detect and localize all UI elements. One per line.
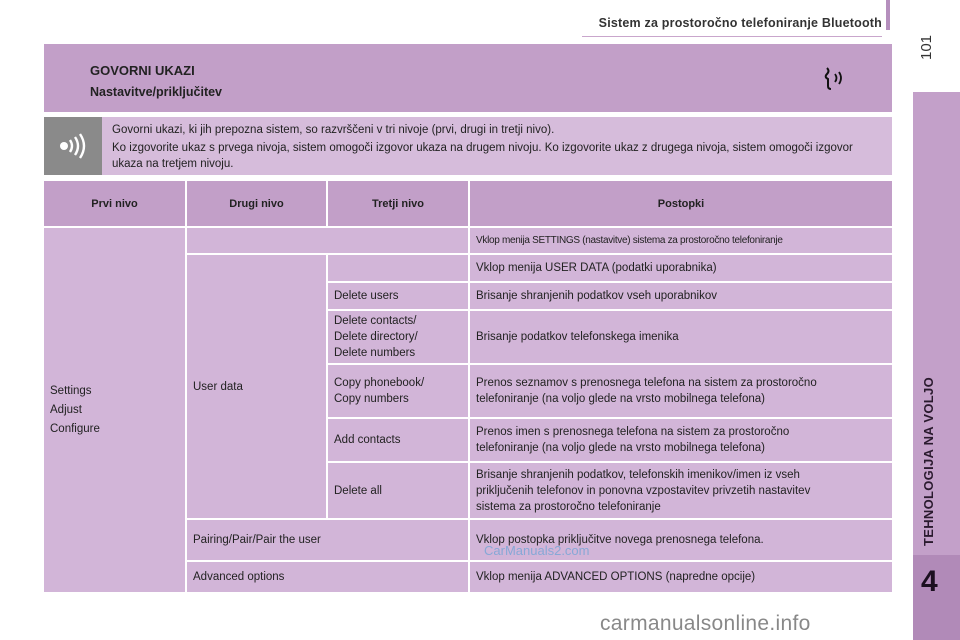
page-header-title: Sistem za prostoročno telefoniranje Bluetooth [598, 16, 882, 30]
level2-advanced-options: Advanced options [187, 562, 468, 592]
action-advanced-options: Vklop menija ADVANCED OPTIONS (napredne opcije) [470, 562, 892, 592]
action-line: sistema za prostoročno telefoniranje [476, 500, 661, 513]
action-add-contacts [470, 419, 892, 461]
level2-pairing: Pairing/Pair/Pair the user [187, 520, 468, 560]
table-header-level1: Prvi nivo [44, 181, 185, 226]
action-line: Prenos seznamov s prenosnega telefona na sistem za prostoročno [476, 377, 817, 389]
action-pairing: Vklop postopka priključitve novega prenosnega telefona. [470, 520, 892, 560]
section-title: GOVORNI UKAZI [90, 63, 195, 78]
table-header-actions: Postopki [470, 181, 892, 226]
level3-line: Delete numbers [334, 347, 416, 359]
action-delete-users: Brisanje shranjenih podatkov vseh uporabnikov [470, 283, 892, 309]
action-line: priključenih telefonov in ponovna vzpostavitev privzetih nastavitev [476, 484, 811, 497]
action-line: Prenos imen s prenosnega telefona na sistem za prostoročno [476, 426, 790, 438]
table-header-level2: Drugi nivo [187, 181, 326, 226]
action-line: telefoniranje (na voljo glede na vrsto mobilnega telefona) [476, 442, 765, 454]
action-delete-all [470, 463, 892, 518]
level3-delete-users: Delete users [328, 283, 468, 309]
action-line: telefoniranje (na voljo glede na vrsto mobilnega telefona) [476, 393, 765, 405]
level3-add-contacts: Add contacts [328, 419, 468, 461]
watermark-bottom: carmanualsonline.info [600, 612, 811, 635]
chapter-number: 4 [921, 565, 938, 598]
watermark-top: CarManuals2.com [484, 543, 590, 558]
intro-text [112, 122, 882, 174]
chapter-label: TEHNOLOGIJA NA VOLJO [921, 377, 936, 546]
level3-copy-phonebook [328, 365, 468, 417]
level1-spacer [187, 228, 468, 253]
intro-paragraph: Ko izgovorite ukaz s prvega nivoja, sistem omogoči izgovor ukaza na drugem nivoju. Ko izgovorite ukaz z drugega nivoja, sistem omogoči izgovor ukaza na tretjem nivoju. [112, 142, 853, 170]
intro-paragraph: Govorni ukazi, ki jih prepozna sistem, so razvrščeni v tri nivoje (prvi, drugi in tretji nivo). [112, 124, 555, 136]
level3-line: Copy numbers [334, 393, 409, 405]
level3-line: Delete directory/ [334, 331, 418, 343]
action-delete-contacts: Brisanje podatkov telefonskega imenika [470, 311, 892, 363]
page-number: 101 [918, 34, 935, 60]
level2-user-data: User data [187, 255, 326, 518]
level3-line: Copy phonebook/ [334, 377, 425, 389]
level1-action: Vklop menija SETTINGS (nastavitve) sistema za prostoročno telefoniranje [470, 228, 892, 253]
level1-command: Adjust [50, 403, 82, 416]
action-line: Brisanje shranjenih podatkov, telefonskih imenikov/imen iz vseh [476, 468, 800, 481]
header-rule [582, 36, 882, 37]
level1-command: Configure [50, 422, 100, 435]
speaker-waves-icon [56, 131, 90, 161]
voice-command-icon [818, 64, 848, 94]
header-accent-bar [886, 0, 890, 30]
user-data-action: Vklop menija USER DATA (podatki uporabnika) [470, 255, 892, 281]
level1-command: Settings [50, 384, 92, 397]
section-subtitle: Nastavitve/priključitev [90, 85, 223, 99]
level3-spacer [328, 255, 468, 281]
section-title-panel [44, 44, 892, 112]
level1-cell [44, 228, 185, 592]
level3-delete-contacts [328, 311, 468, 363]
action-copy-phonebook [470, 365, 892, 417]
level3-line: Delete contacts/ [334, 315, 417, 327]
table-header-level3: Tretji nivo [328, 181, 468, 226]
level3-delete-all: Delete all [328, 463, 468, 518]
